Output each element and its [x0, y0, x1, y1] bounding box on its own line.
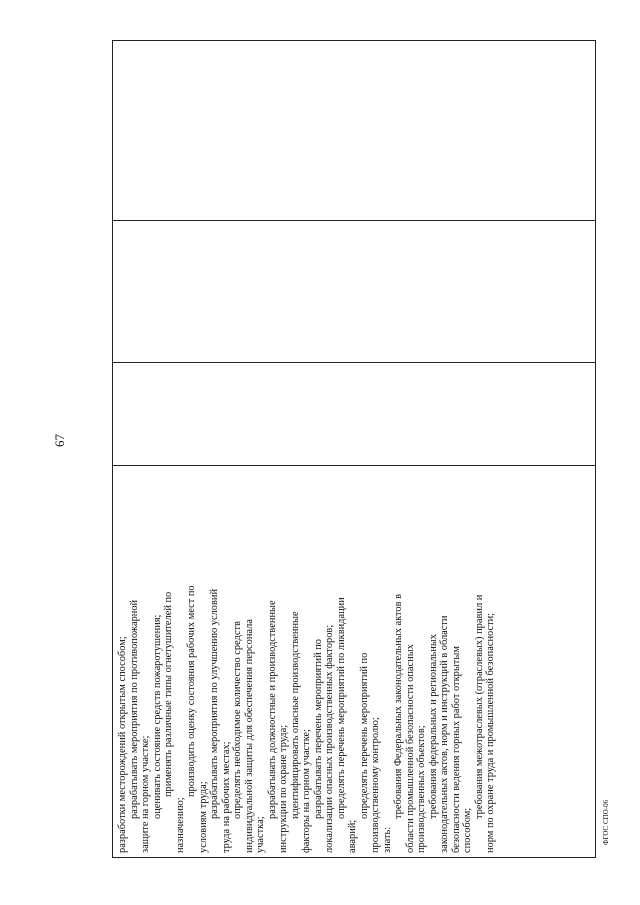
text-line: способом;: [462, 807, 473, 853]
text-line: определять перечень мероприятий по ликвидации: [335, 597, 347, 819]
text-line: разрабатывать мероприятия по улучшению условий: [209, 588, 220, 819]
table-col-hours-max: [113, 362, 595, 465]
text-line: производственных объектов;: [416, 725, 427, 853]
text-line: разработки месторождений открытым способом;: [117, 636, 128, 853]
text-line: инструкции по охране труда;: [278, 724, 289, 853]
footer-code: ФГОС СПО-06: [602, 799, 610, 845]
text-line: разрабатывать перечень мероприятий по: [312, 638, 324, 819]
text-line: производить оценку состояния рабочих мест по: [186, 585, 197, 797]
text-line: факторы на горном участке;: [301, 729, 312, 853]
text-line: индивидуальной защиты для обеспечения персонала: [243, 619, 255, 853]
text-line: идентифицировать опасные производственные: [289, 611, 301, 819]
curriculum-table: [112, 40, 596, 858]
table-col-hours-required: [113, 220, 595, 362]
text-line: определять перечень мероприятий по: [358, 652, 370, 819]
text-line: знать:: [381, 826, 393, 853]
text-line: требования межотраслевых (отраслевых) правил и: [473, 594, 485, 819]
text-line: разрабатывать должностные и производственные: [266, 600, 278, 819]
text-line: условиям труда;: [197, 781, 209, 853]
text-line: оценивать состояние средств пожаротушения;: [151, 614, 163, 819]
text-line: безопасности ведения горных работ открытым: [450, 646, 462, 853]
text-line: производственному контролю;: [370, 717, 381, 853]
text-line: защите на горном участке;: [140, 735, 151, 853]
text-line: требования федеральных и региональных: [427, 633, 439, 819]
text-line: труда на рабочих местах;: [220, 741, 232, 853]
text-line: разрабатывать мероприятия по противопожарной: [128, 599, 140, 819]
text-line: локализации опасных производственных факторов;: [324, 624, 335, 853]
text-line: участка;: [255, 816, 266, 853]
competency-text: [117, 470, 595, 853]
table-col-discipline-index: [113, 39, 595, 220]
table-col-competencies: [113, 465, 595, 857]
text-line: назначению;: [174, 797, 186, 853]
text-line: определять необходимое количество средств: [232, 621, 243, 819]
text-line: требования Федеральных законодательных актов в: [393, 593, 404, 819]
text-line: законодательных актов, норм и инструкций в области: [439, 615, 450, 853]
text-line: применять различные типы огнетушителей по: [163, 591, 174, 797]
page-number: 67: [52, 434, 67, 447]
text-line: области промышленной безопасности опасных: [404, 644, 416, 853]
text-line: норм по охране труда и промышленной безопасности;: [485, 612, 496, 853]
text-line: аварий;: [347, 819, 358, 853]
